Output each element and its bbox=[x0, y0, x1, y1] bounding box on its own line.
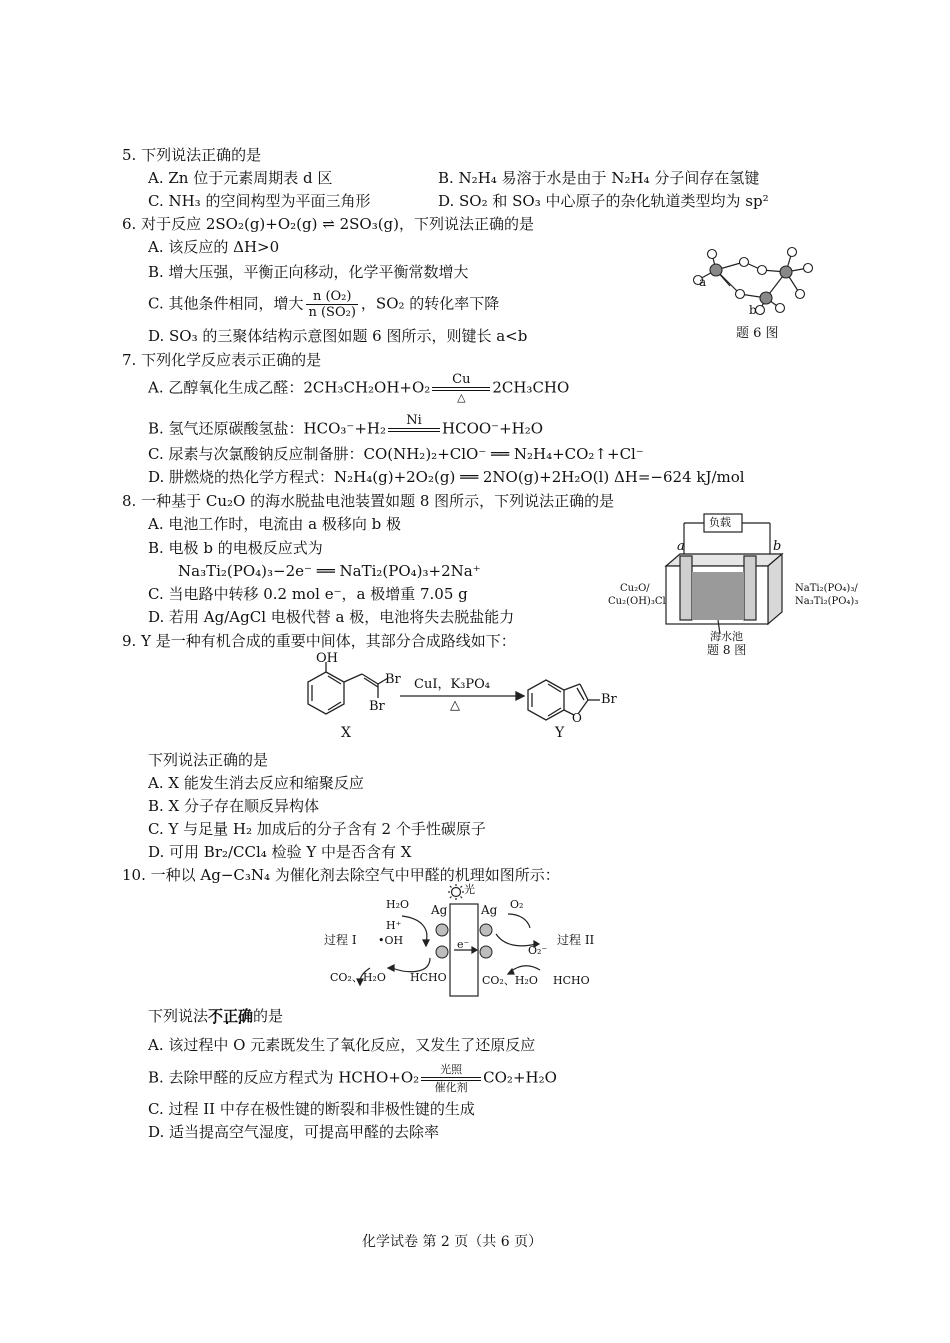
q6-option-a: A. 该反应的 ΔH>0 bbox=[148, 238, 280, 256]
q8-fig-caption: 题 8 图 bbox=[707, 643, 747, 657]
q10-option-c: C. 过程 II 中存在极性键的断裂和非极性键的生成 bbox=[148, 1100, 475, 1118]
q5-option-c: C. NH₃ 的空间构型为平面三角形 bbox=[148, 192, 371, 210]
q10-fig-hplus: H⁺ bbox=[386, 919, 402, 932]
q9-x-br-2: Br bbox=[369, 699, 385, 714]
q8-fig-left-electrode-1: Cu₂O/ bbox=[620, 583, 650, 594]
q7-option-d: D. 肼燃烧的热化学方程式：N₂H₄(g)+2O₂(g) ══ 2NO(g)+2H₂O(l) ΔH=−624 kJ/mol bbox=[148, 468, 745, 486]
q8-option-c: C. 当电路中转移 0.2 mol e⁻，a 极增重 7.05 g bbox=[148, 585, 468, 603]
q10-fig-process-1: 过程 I bbox=[324, 933, 357, 947]
q8-fig-label-b: b bbox=[773, 539, 782, 554]
q6-option-b: B. 增大压强，平衡正向移动，化学平衡常数增大 bbox=[148, 263, 469, 281]
q7-stem: 7. 下列化学反应表示正确的是 bbox=[122, 351, 322, 369]
q6-option-d: D. SO₃ 的三聚体结构示意图如题 6 图所示，则键长 a<b bbox=[148, 327, 528, 345]
q10-fig-light: 光 bbox=[464, 883, 475, 896]
q10-option-d: D. 适当提高空气湿度，可提高甲醛的去除率 bbox=[148, 1123, 440, 1141]
q10-fig-ag-left: Ag bbox=[431, 903, 448, 917]
q7-a-condition: Cu △ bbox=[432, 373, 490, 404]
q10-fig-h2o: H₂O bbox=[386, 898, 410, 911]
q10-fig-electron: e⁻ bbox=[457, 938, 470, 951]
q10-fig-process-2: 过程 II bbox=[557, 933, 595, 947]
q9-intro: 下列说法正确的是 bbox=[148, 751, 269, 769]
q6-fig-label-b: b bbox=[749, 303, 757, 317]
q9-heat: △ bbox=[450, 698, 460, 713]
q6-trimer-figure bbox=[690, 242, 830, 312]
q8-fig-label-a: a bbox=[677, 539, 685, 554]
q10-fig-products-right: CO₂、H₂O bbox=[482, 974, 538, 987]
q8-option-b: B. 电极 b 的电极反应式为 bbox=[148, 539, 323, 557]
q8-fig-pool: 海水池 bbox=[710, 630, 743, 643]
q6-option-c: C. 其他条件相同，增大 $\frac{\text{n (O₂)}}{\text{n (SO₂)}}$ ，SO₂ 的转化率下降 bbox=[148, 289, 500, 320]
q9-option-a: A. X 能发生消去反应和缩聚反应 bbox=[148, 774, 364, 792]
q10-intro: 下列说法不正确 · · ·的是 bbox=[148, 1006, 283, 1026]
q10-fig-hcho-right: HCHO bbox=[553, 974, 590, 987]
q8-fig-right-electrode-1: NaTi₂(PO₄)₃/ bbox=[795, 583, 858, 594]
q8-battery-figure bbox=[658, 512, 788, 632]
q9-y-label: Y bbox=[555, 725, 565, 741]
q7-option-b: B. 氢气还原碳酸氢盐：HCO₃⁻+H₂ Ni HCOO⁻+H₂O bbox=[148, 414, 543, 445]
q10-fig-products-left: CO₂、H₂O bbox=[330, 971, 386, 984]
q10-fig-ag-right: Ag bbox=[481, 903, 498, 917]
q10-option-a: A. 该过程中 O 元素既发生了氧化反应，又发生了还原反应 bbox=[148, 1036, 536, 1054]
q10-option-b: B. 去除甲醛的反应方程式为 HCHO+O₂ 光照 催化剂 CO₂+H₂O bbox=[148, 1063, 557, 1094]
q10-fig-oh-radical: •OH bbox=[378, 934, 404, 947]
q8-fig-load: 负载 bbox=[709, 516, 731, 529]
q8-fig-left-electrode-2: Cu₂(OH)₃Cl bbox=[608, 596, 666, 607]
q5-option-d: D. SO₂ 和 SO₃ 中心原子的杂化轨道类型均为 sp² bbox=[438, 192, 769, 210]
q6-fraction: $\frac{\text{n (O₂)}}{\text{n (SO₂)}}$ bbox=[308, 289, 356, 320]
q9-x-br-1: Br bbox=[385, 672, 401, 687]
q9-x-label: X bbox=[341, 725, 351, 741]
q10-emphasis: 不正确 · · · bbox=[208, 1007, 253, 1025]
q9-option-d: D. 可用 Br₂/CCl₄ 检验 Y 中是否含有 X bbox=[148, 843, 412, 861]
q8-option-b-equation: Na₃Ti₂(PO₄)₃−2e⁻ ══ NaTi₂(PO₄)₃+2Na⁺ bbox=[178, 562, 481, 580]
q10-b-condition: 光照 催化剂 bbox=[421, 1063, 481, 1094]
q9-reagent: CuI，K₃PO₄ bbox=[414, 677, 490, 692]
q9-stem: 9. Y 是一种有机合成的重要中间体，其部分合成路线如下： bbox=[122, 632, 516, 650]
q10-stem: 10. 一种以 Ag−C₃N₄ 为催化剂去除空气中甲醛的机理如图所示： bbox=[122, 866, 560, 884]
q9-y-o: O bbox=[572, 711, 582, 725]
q10-fig-o2: O₂ bbox=[510, 898, 524, 911]
q6-fig-caption: 题 6 图 bbox=[736, 326, 779, 341]
page-footer: 化学试卷 第 2 页（共 6 页） bbox=[362, 1234, 543, 1250]
q9-option-c: C. Y 与足量 H₂ 加成后的分子含有 2 个手性碳原子 bbox=[148, 820, 486, 838]
q9-option-b: B. X 分子存在顺反异构体 bbox=[148, 797, 320, 815]
q9-y-br: Br bbox=[601, 692, 617, 707]
q5-stem: 5. 下列说法正确的是 bbox=[122, 146, 262, 164]
q7-option-a: A. 乙醇氧化生成乙醛：2CH₃CH₂OH+O₂ Cu △ 2CH₃CHO bbox=[148, 372, 570, 404]
q9-x-oh: OH bbox=[316, 651, 338, 666]
q8-option-d: D. 若用 Ag/AgCl 电极代替 a 极，电池将失去脱盐能力 bbox=[148, 608, 515, 626]
q5-option-b: B. N₂H₄ 易溶于水是由于 N₂H₄ 分子间存在氢键 bbox=[438, 169, 760, 187]
q6-stem: 6. 对于反应 2SO₂(g)+O₂(g) ⇌ 2SO₃(g)，下列说法正确的是 bbox=[122, 215, 535, 233]
q10-fig-o2-radical: O₂⁻ bbox=[528, 944, 548, 957]
q5-option-a: A. Zn 位于元素周期表 d 区 bbox=[148, 169, 333, 187]
q10-fig-hcho-left: HCHO bbox=[410, 971, 447, 984]
q7-option-c: C. 尿素与次氯酸钠反应制备肼：CO(NH₂)₂+ClO⁻ ══ N₂H₄+CO₂↑+Cl⁻ bbox=[148, 445, 644, 463]
q6-fig-label-a: a bbox=[699, 275, 707, 289]
q7-b-condition: Ni bbox=[388, 414, 440, 445]
q8-option-a: A. 电池工作时，电流由 a 极移向 b 极 bbox=[148, 515, 401, 533]
q8-stem: 8. 一种基于 Cu₂O 的海水脱盐电池装置如题 8 图所示，下列说法正确的是 bbox=[122, 492, 615, 510]
q8-fig-right-electrode-2: Na₃Ti₂(PO₄)₃ bbox=[795, 596, 859, 607]
